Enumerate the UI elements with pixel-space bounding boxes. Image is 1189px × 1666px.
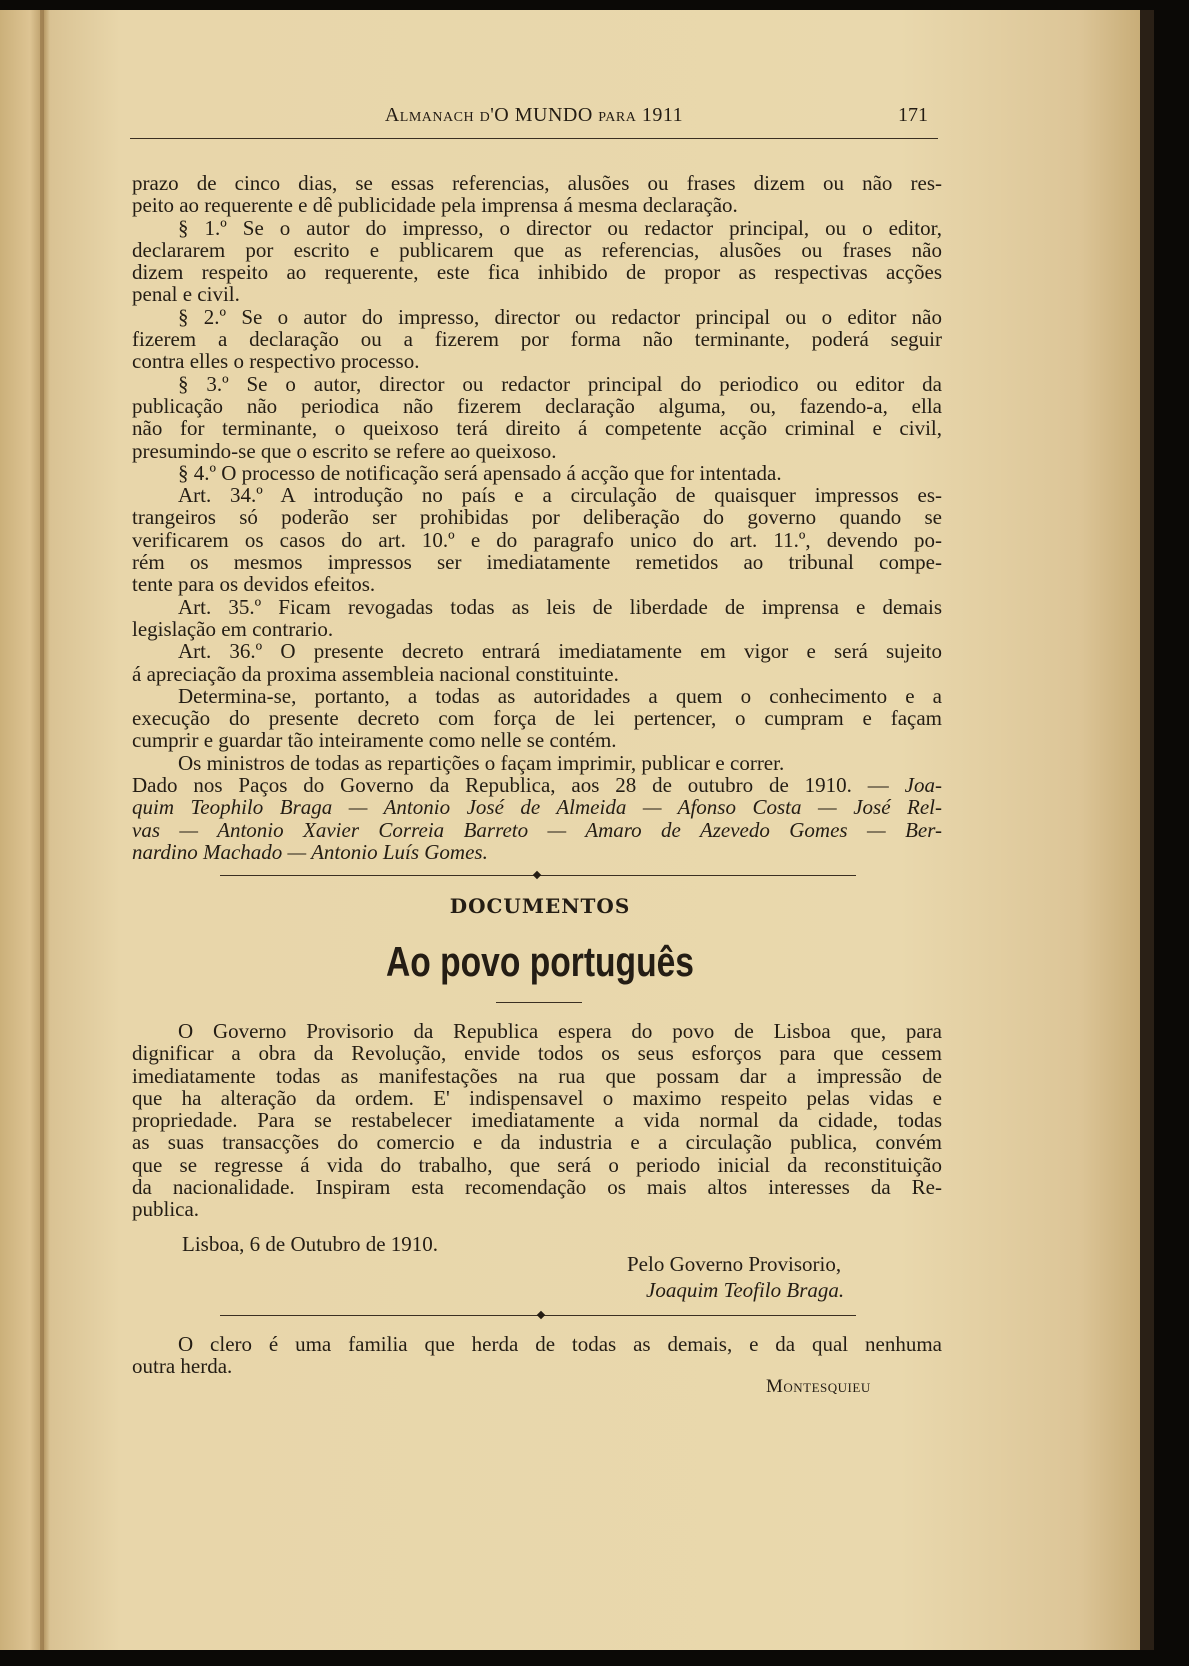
line-text: presumindo-se que o escrito se refere ao queixoso. <box>132 438 557 463</box>
line-text: Art. 35.º Ficam revogadas todas as leis de liberdade de imprensa e demais <box>178 594 942 619</box>
text-line <box>132 239 942 261</box>
proclamation-text <box>132 1020 942 1221</box>
paragraph <box>132 774 942 863</box>
signatory: Joaquim Teofilo Braga. <box>646 1278 845 1302</box>
line-italic-text: quim Teophilo Braga — Antonio José de Almeida — Afonso Costa — José Rel- <box>132 795 942 820</box>
quote-text <box>132 1333 942 1378</box>
line-text: legislação em contrario. <box>132 616 334 641</box>
text-line <box>132 529 942 551</box>
text-line <box>132 1109 942 1131</box>
line-text: § 4.º O processo de notificação será apensado á acção que for intentada. <box>178 460 782 485</box>
paragraph <box>132 217 942 306</box>
paragraph <box>132 172 942 217</box>
text-line <box>132 1087 942 1109</box>
text-line <box>132 1065 942 1087</box>
line-text: § 2.º Se o autor do impresso, director ou redactor principal ou o editor não <box>178 304 942 329</box>
line-text: tente para os devidos efeitos. <box>132 572 376 597</box>
text-line <box>132 217 942 239</box>
text-line <box>132 752 942 774</box>
paragraph <box>132 373 942 462</box>
line-text: fizerem a declaração ou a fizerem por forma não terminante, poderá seguir <box>132 327 942 352</box>
text-line <box>132 685 942 707</box>
paragraph <box>132 484 942 595</box>
title-rule <box>496 1002 582 1003</box>
text-line <box>132 663 942 685</box>
text-line <box>132 1020 942 1042</box>
text-line <box>132 551 942 573</box>
text-line <box>132 573 942 595</box>
text-line <box>132 328 942 350</box>
line-text: as suas transacções do comercio e da industria e a circulação publica, convém <box>132 1130 942 1155</box>
line-text: Dado nos Paços do Governo da Republica, aos 28 de outubro de 1910. — <box>132 773 905 798</box>
text-line <box>132 440 942 462</box>
line-text: § 3.º Se o autor, director ou redactor principal do periodico ou editor da <box>178 371 942 396</box>
text-line <box>132 172 942 194</box>
text-line <box>132 618 942 640</box>
line-text: cumprir e guardar tão inteiramente como nelle se contém. <box>132 728 617 753</box>
line-text: Determina-se, portanto, a todas as autoridades a quem o conhecimento e a <box>178 683 942 708</box>
running-title: Almanach d'O MUNDO para 1911 <box>384 104 684 126</box>
text-line <box>132 707 942 729</box>
signed-by: Pelo Governo Provisorio, <box>627 1252 842 1276</box>
page-number: 171 <box>898 104 928 126</box>
paragraph <box>132 306 942 373</box>
line-italic-text: nardino Machado — Antonio Luís Gomes. <box>132 839 488 864</box>
page-header <box>130 104 938 134</box>
text-line <box>132 774 942 796</box>
line-text: § 1.º Se o autor do impresso, o director ou redactor principal, ou o editor, <box>178 215 942 240</box>
text-line <box>132 283 942 305</box>
text-line <box>132 819 942 841</box>
text-line <box>132 1154 942 1176</box>
line-text: O clero é uma familia que herda de todas as demais, e da qual nenhuma <box>178 1332 942 1356</box>
line-text: Os ministros de todas as repartições o façam imprimir, publicar e correr. <box>178 750 785 775</box>
document-title: Ao povo português <box>386 938 694 985</box>
line-text: Art. 36.º O presente decreto entrará imediatamente em vigor e será sujeito <box>178 639 942 664</box>
text-line <box>132 484 942 506</box>
line-text: publica. <box>132 1197 200 1222</box>
section-label: DOCUMENTOS <box>449 894 631 918</box>
section-divider <box>220 869 856 883</box>
text-line <box>132 373 942 395</box>
line-text: execução do presente decreto com força de lei pertencer, o cumpram e façam <box>132 706 942 731</box>
paragraph <box>132 1333 942 1378</box>
line-text: verificarem os casos do art. 10.º e do paragrafo unico do art. 11.º, devendo po- <box>132 527 942 552</box>
paragraph <box>132 462 942 484</box>
text-line <box>132 1355 942 1377</box>
line-text: Art. 34.º A introdução no país e a circulação de quaisquer impressos es- <box>178 483 942 508</box>
place-date: Lisboa, 6 de Outubro de 1910. <box>182 1232 439 1256</box>
paragraph <box>132 685 942 752</box>
page-gutter-shadow <box>40 10 44 1650</box>
line-text: que se regresse á vida do trabalho, que será o periodo inicial da reconstituição <box>132 1152 942 1177</box>
text-line <box>132 1131 942 1153</box>
line-italic-text: Joa- <box>904 773 942 798</box>
text-line <box>132 729 942 751</box>
line-text: outra herda. <box>132 1354 233 1379</box>
text-line <box>132 1042 942 1064</box>
line-text: publicação não periodica não fizerem declaração alguma, ou, fazendo-a, ella <box>132 393 942 418</box>
line-text: da nacionalidade. Inspiram esta recomendação os mais altos interesses da Re- <box>132 1175 942 1200</box>
line-text: rém os mesmos impressos ser imediatamente remetidos ao tribunal compe- <box>132 550 942 575</box>
line-text: prazo de cinco dias, se essas referencias, alusões ou frases dizem ou não res- <box>132 171 942 195</box>
text-line <box>132 417 942 439</box>
line-text: contra elles o respectivo processo. <box>132 349 420 374</box>
text-line <box>132 506 942 528</box>
text-line <box>132 596 942 618</box>
quote-author: Montesquieu <box>766 1376 871 1397</box>
line-text: que ha alteração da ordem. E' indispensavel o maximo respeito pelas vidas e <box>132 1085 942 1110</box>
line-text: O Governo Provisorio da Republica espera do povo de Lisboa que, para <box>178 1019 942 1043</box>
text-line <box>132 395 942 417</box>
line-text: trangeiros só poderão ser prohibidas por deliberação do governo quando se <box>132 505 942 530</box>
line-text: não for terminante, o queixoso terá direito á competente acção criminal e civil, <box>132 416 942 441</box>
text-line <box>132 261 942 283</box>
section-divider <box>220 1309 856 1323</box>
text-line <box>132 306 942 328</box>
header-rule <box>130 138 938 139</box>
line-text: á apreciação da proxima assembleia nacional constituinte. <box>132 661 619 686</box>
decree-text <box>132 172 942 863</box>
text-line <box>132 462 942 484</box>
text-line <box>132 841 942 863</box>
line-text: propriedade. Para se restabelecer imediatamente a vida normal da cidade, todas <box>132 1108 942 1133</box>
text-line <box>132 640 942 662</box>
text-line <box>132 1198 942 1220</box>
line-text: peito ao requerente e dê publicidade pela imprensa á mesma declaração. <box>132 193 738 218</box>
text-line <box>132 1176 942 1198</box>
page-edge <box>1140 10 1154 1650</box>
line-text: imediatamente todas as manifestações na rua que possam dar a impressão de <box>132 1063 942 1088</box>
text-line <box>132 796 942 818</box>
paragraph <box>132 640 942 685</box>
line-text: dizem respeito ao requerente, este fica inhibido de propor as respectivas acções <box>132 260 942 285</box>
paragraph <box>132 596 942 641</box>
line-italic-text: vas — Antonio Xavier Correia Barreto — Amaro de Azevedo Gomes — Ber- <box>132 817 942 842</box>
line-text: penal e civil. <box>132 282 240 307</box>
text-line <box>132 194 942 216</box>
text-line <box>132 1333 942 1355</box>
text-line <box>132 350 942 372</box>
line-text: dignificar a obra da Revolução, envide todos os seus esforços para que cessem <box>132 1041 942 1066</box>
paragraph <box>132 1020 942 1221</box>
paragraph <box>132 752 942 774</box>
line-text: declararem por escrito e publicarem que as referencias, alusões ou frases não <box>132 237 942 262</box>
